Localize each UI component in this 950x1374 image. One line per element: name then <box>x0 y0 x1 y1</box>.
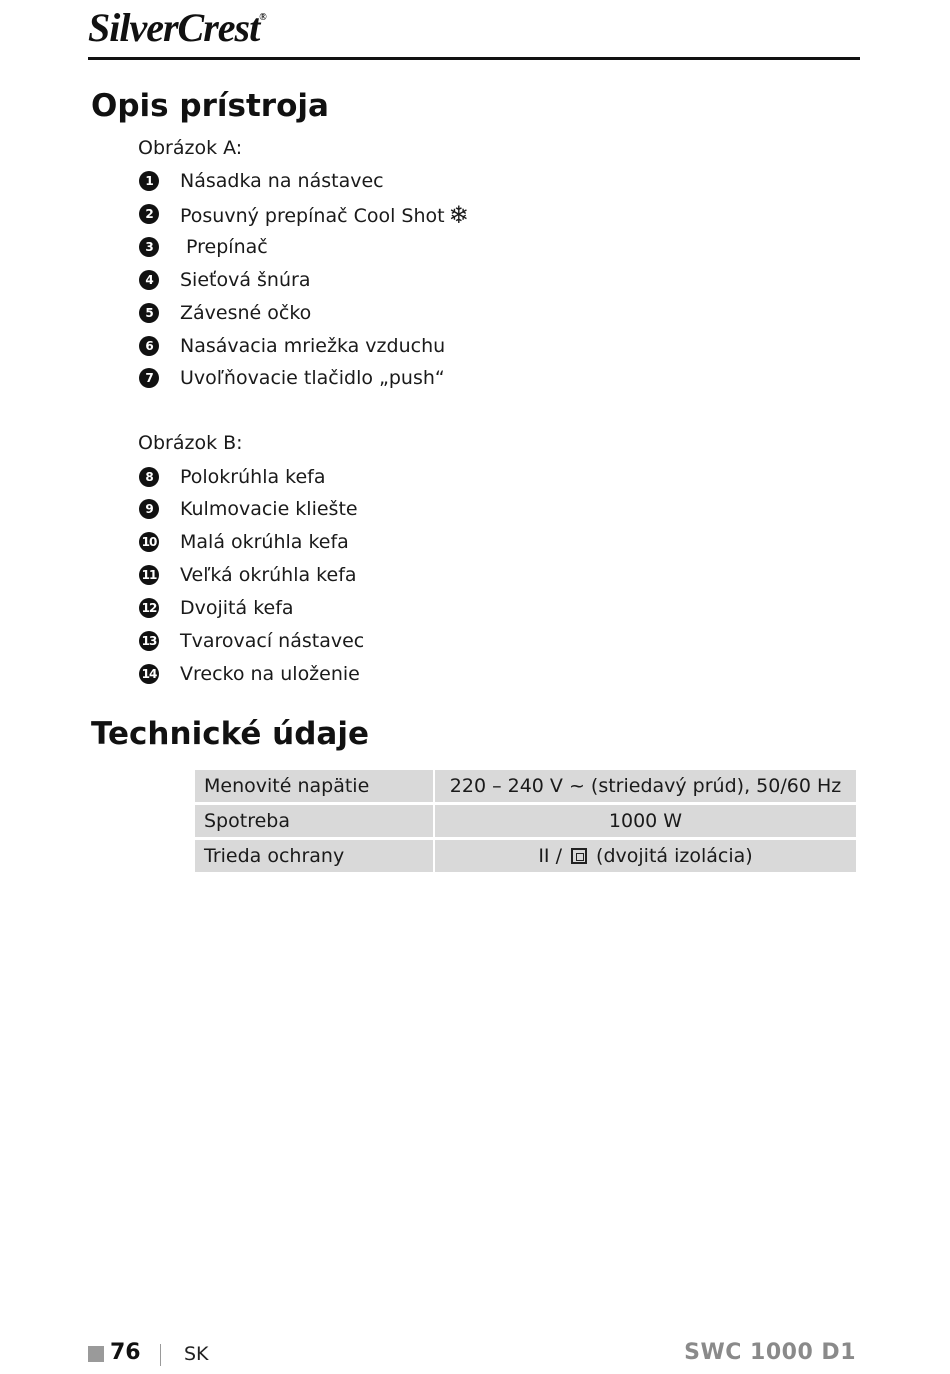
spec-label: Trieda ochrany <box>195 840 435 875</box>
item-number-badge: 7 <box>139 368 159 388</box>
table-row <box>195 770 856 805</box>
specs-table <box>195 770 856 875</box>
page-footer <box>88 1340 856 1370</box>
item-text: Tvarovací nástavec <box>180 630 365 652</box>
item-text: Vrecko na uloženie <box>180 663 360 685</box>
item-text: Závesné očko <box>180 302 312 324</box>
item-number-badge: 11 <box>139 565 159 585</box>
item-text: Malá okrúhla kefa <box>180 531 349 553</box>
spec-value: 220 – 240 V ~ (striedavý prúd), 50/60 Hz <box>435 770 856 805</box>
list-item <box>139 235 268 259</box>
figure-b-label: Obrázok B: <box>138 432 243 454</box>
item-number-badge: 6 <box>139 336 159 356</box>
item-number-badge: 9 <box>139 499 159 519</box>
item-text: Prepínač <box>180 236 268 258</box>
item-text: Veľká okrúhla kefa <box>180 564 357 586</box>
item-number-badge: 3 <box>139 237 159 257</box>
list-item <box>139 662 360 686</box>
double-insulation-icon <box>571 848 587 864</box>
figure-a-label: Obrázok A: <box>138 137 243 159</box>
list-item <box>139 366 445 390</box>
list-item <box>139 629 365 653</box>
item-text: Posuvný prepínač Cool Shot ❄ <box>180 201 469 229</box>
spec-value: 1000 W <box>435 805 856 840</box>
list-item <box>139 563 357 587</box>
item-number-badge: 10 <box>139 532 159 552</box>
table-row <box>195 805 856 840</box>
list-item <box>139 268 311 292</box>
brand-logo: SilverCrest® <box>88 5 266 50</box>
footer-square-icon <box>88 1346 104 1362</box>
item-text: Uvoľňovacie tlačidlo „push“ <box>180 367 445 389</box>
list-item <box>139 169 384 193</box>
header-rule <box>88 57 860 60</box>
item-number-badge: 4 <box>139 270 159 290</box>
list-item <box>139 497 358 521</box>
item-number-badge: 12 <box>139 598 159 618</box>
item-text: Sieťová šnúra <box>180 269 311 291</box>
item-number-badge: 14 <box>139 664 159 684</box>
model-number: SWC 1000 D1 <box>684 1340 856 1365</box>
list-item <box>139 465 326 489</box>
item-text: Polokrúhla kefa <box>180 466 326 488</box>
item-text: Násadka na nástavec <box>180 170 384 192</box>
item-text: Kulmovacie kliešte <box>180 498 358 520</box>
item-number-badge: 8 <box>139 467 159 487</box>
list-item <box>139 334 446 358</box>
list-item <box>139 301 312 325</box>
language-code: SK <box>184 1343 209 1365</box>
spec-value: II / (dvojitá izolácia) <box>435 840 856 875</box>
spec-label: Menovité napätie <box>195 770 435 805</box>
item-number-badge: 1 <box>139 171 159 191</box>
list-item <box>139 201 469 229</box>
spec-label: Spotreba <box>195 805 435 840</box>
item-text: Nasávacia mriežka vzduchu <box>180 335 446 357</box>
item-number-badge: 2 <box>139 204 159 224</box>
section-title-description: Opis prístroja <box>91 88 329 124</box>
list-item <box>139 530 349 554</box>
page-number: 76 <box>110 1340 141 1365</box>
table-row <box>195 840 856 875</box>
item-text: Dvojitá kefa <box>180 597 294 619</box>
footer-divider <box>160 1344 161 1366</box>
item-number-badge: 5 <box>139 303 159 323</box>
snowflake-icon: ❄ <box>448 201 469 229</box>
section-title-specs: Technické údaje <box>91 716 370 752</box>
list-item <box>139 596 294 620</box>
item-number-badge: 13 <box>139 631 159 651</box>
